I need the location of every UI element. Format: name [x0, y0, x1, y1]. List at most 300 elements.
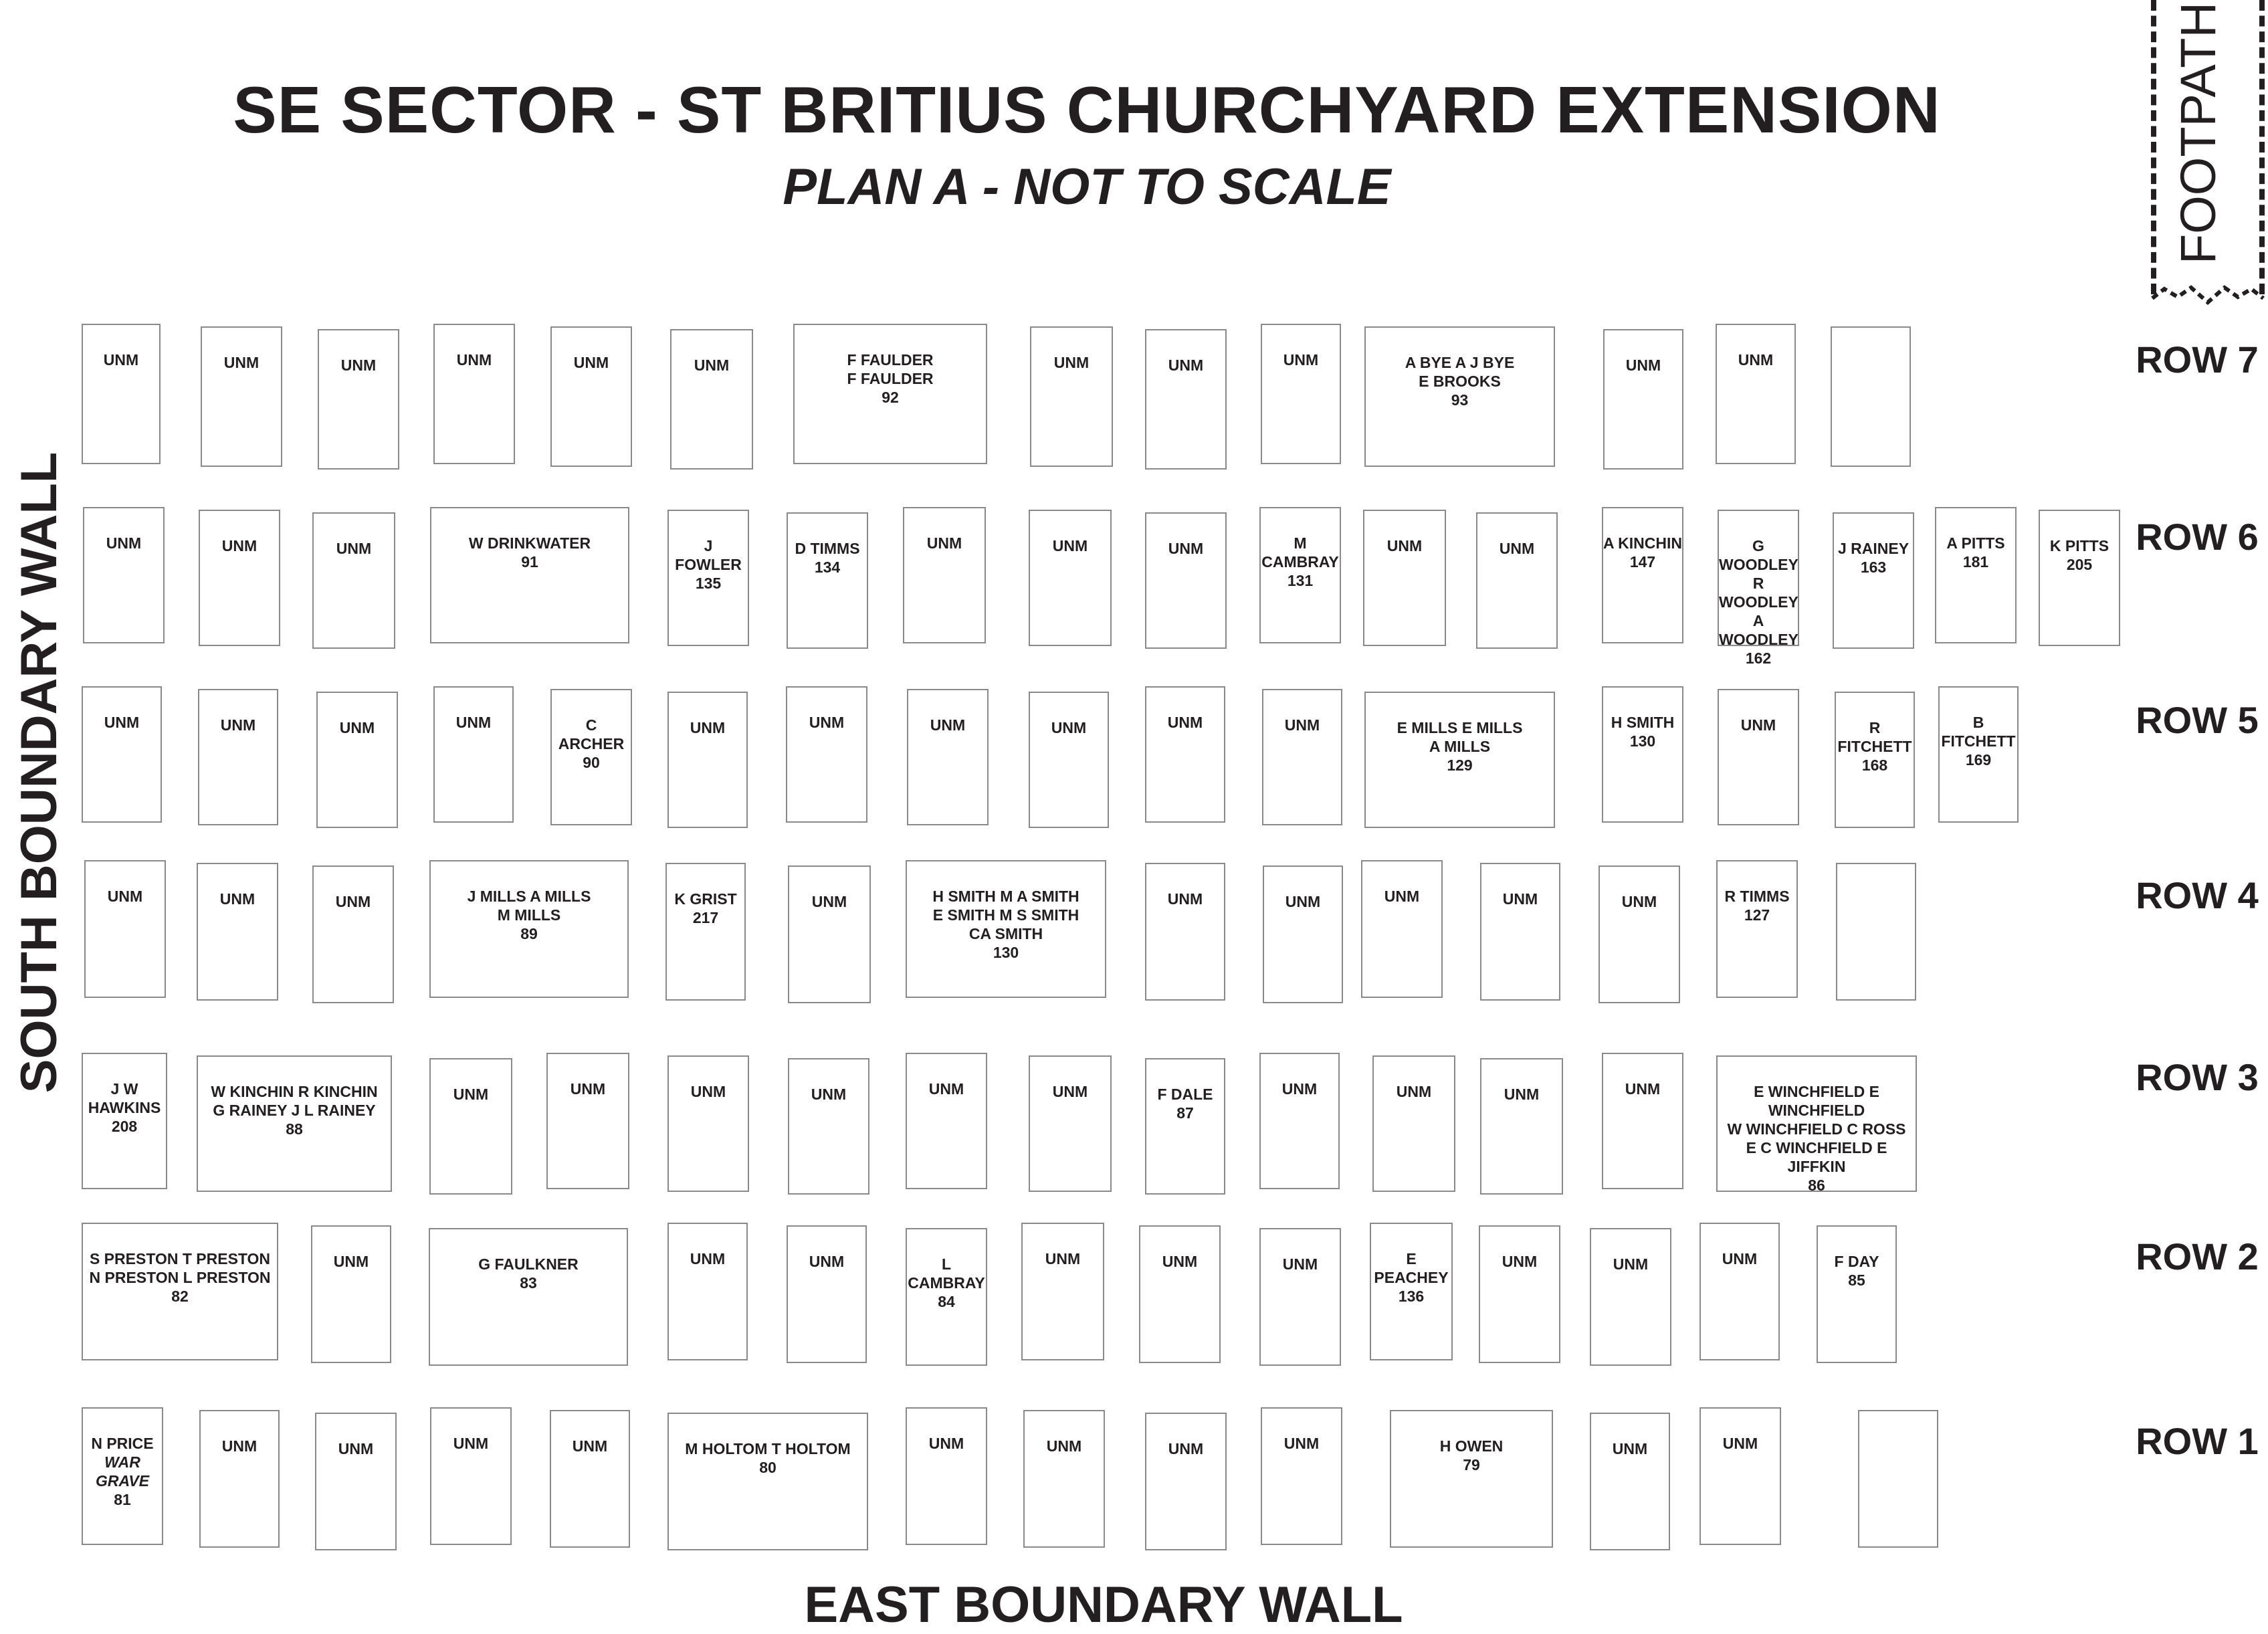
plot-text-line: UNM [1285, 893, 1321, 910]
grave-plot[interactable] [787, 512, 868, 649]
plot-text-line: UNM [456, 351, 492, 369]
plot-inscription [904, 534, 985, 552]
grave-plot[interactable] [318, 329, 399, 470]
plot-inscription [314, 892, 393, 911]
plot-text-line: UNM [572, 1437, 608, 1455]
grave-plot[interactable] [906, 860, 1106, 998]
plot-text-line: UNM [573, 354, 609, 371]
plot-text-line: UNM [690, 1083, 726, 1100]
plot-text-line: W KINCHIN R KINCHIN [211, 1083, 378, 1100]
plot-text-line: 81 [114, 1491, 131, 1508]
grave-plot[interactable] [906, 1407, 987, 1545]
plot-inscription [1140, 1252, 1219, 1271]
plot-text-line: A WOODLEY [1719, 612, 1798, 648]
plot-text-line: N PRESTON L PRESTON [89, 1269, 271, 1286]
grave-plot[interactable] [667, 1223, 748, 1360]
plot-inscription [1701, 1249, 1778, 1268]
grave-plot[interactable] [667, 1413, 868, 1550]
plot-text-line: M HOLTOM T HOLTOM [685, 1440, 851, 1457]
plot-text-line: WAR GRAVE [95, 1453, 150, 1490]
grave-plot[interactable] [903, 507, 986, 643]
plot-text-line: 130 [993, 944, 1019, 961]
grave-plot[interactable] [1716, 860, 1798, 998]
plot-text-line: F FAULDER [847, 370, 934, 387]
grave-plot[interactable] [197, 1055, 392, 1192]
grave-plot[interactable] [1029, 692, 1109, 828]
grave-plot[interactable] [199, 1410, 280, 1548]
plot-text-line: UNM [930, 716, 966, 734]
plot-text-line: E MILLS E MILLS [1397, 719, 1523, 736]
grave-plot[interactable] [82, 1407, 163, 1545]
grave-plot[interactable] [1938, 686, 2019, 823]
plot-inscription [551, 1437, 629, 1455]
plot-inscription [83, 1249, 277, 1306]
plot-text-line: UNM [1722, 1250, 1758, 1267]
grave-plot[interactable] [1029, 510, 1112, 646]
grave-plot[interactable] [1602, 1053, 1683, 1189]
plot-inscription [1261, 1255, 1340, 1273]
grave-plot[interactable] [1261, 1407, 1342, 1545]
grave-plot[interactable] [906, 1228, 987, 1366]
grave-plot[interactable] [907, 689, 989, 825]
plot-inscription [672, 356, 752, 375]
grave-plot[interactable] [199, 510, 280, 646]
plot-inscription [1262, 350, 1340, 369]
plot-inscription [319, 356, 398, 375]
plot-inscription [795, 350, 986, 407]
grave-plot[interactable] [1145, 1058, 1225, 1195]
plot-inscription [1366, 718, 1554, 775]
plot-inscription [318, 718, 397, 737]
east-boundary-wall-label: EAST BOUNDARY WALL [804, 1576, 1403, 1633]
plot-inscription [2040, 536, 2119, 574]
grave-plot[interactable] [1363, 510, 1446, 646]
plot-text-line: E WINCHFIELD E WINCHFIELD [1754, 1083, 1879, 1119]
plot-inscription [669, 1082, 748, 1101]
grave-plot[interactable] [1590, 1413, 1670, 1550]
grave-plot[interactable] [1372, 1055, 1455, 1192]
plot-text-line: UNM [928, 1435, 964, 1452]
grave-plot[interactable] [550, 326, 632, 467]
grave-plot[interactable] [197, 863, 278, 1001]
grave-plot[interactable] [1361, 860, 1443, 998]
grave-plot[interactable] [788, 1058, 869, 1195]
plot-text-line: K PITTS [2049, 537, 2109, 554]
grave-plot[interactable] [1835, 692, 1915, 828]
plot-inscription [202, 353, 281, 372]
plot-inscription [1263, 716, 1341, 734]
grave-plot[interactable] [312, 512, 395, 649]
grave-plot[interactable] [312, 865, 394, 1003]
plot-text-line: UNM [104, 714, 140, 731]
grave-plot[interactable] [786, 686, 867, 823]
plot-text-line: UNM [335, 893, 371, 910]
plot-inscription [1031, 353, 1112, 372]
plot-text-line: UNM [690, 1250, 726, 1267]
grave-plot[interactable] [82, 686, 162, 823]
plot-inscription [1477, 539, 1556, 558]
plot-text-line: UNM [1052, 537, 1088, 554]
plot-inscription [431, 534, 628, 571]
plot-text-line: UNM [1283, 351, 1319, 369]
grave-plot[interactable] [1699, 1223, 1780, 1360]
plot-text-line: UNM [811, 893, 847, 910]
grave-plot[interactable] [788, 865, 871, 1003]
grave-plot[interactable] [1145, 512, 1227, 649]
plot-text-line: 135 [695, 575, 722, 592]
grave-plot[interactable] [1145, 863, 1225, 1001]
plot-text-line: 93 [1451, 391, 1469, 409]
plot-text-line: 205 [2066, 556, 2093, 573]
plot-inscription [788, 539, 867, 577]
plot-text-line: 79 [1463, 1456, 1480, 1473]
plot-text-line: 147 [1629, 553, 1656, 571]
grave-plot[interactable] [1139, 1225, 1221, 1363]
plot-text-line: UNM [811, 1086, 847, 1103]
plot-inscription [1262, 1434, 1341, 1453]
grave-plot[interactable] [906, 1053, 987, 1189]
grave-plot[interactable] [550, 689, 632, 825]
plot-text-line: 181 [1962, 553, 1989, 571]
grave-plot[interactable] [1716, 324, 1796, 464]
grave-plot[interactable] [1370, 1223, 1453, 1360]
grave-plot[interactable] [1476, 512, 1558, 649]
plot-inscription [431, 887, 627, 943]
plot-text-line: UNM [339, 719, 375, 736]
plot-text-line: UNM [694, 356, 730, 374]
plot-inscription [201, 1437, 278, 1455]
row-label: ROW 1 [2136, 1420, 2259, 1462]
plot-text-line: G FAULKNER [478, 1255, 579, 1273]
grave-plot[interactable] [1364, 326, 1555, 467]
grave-plot[interactable] [1602, 507, 1683, 643]
plot-inscription [83, 1080, 166, 1136]
grave-plot[interactable] [670, 329, 753, 470]
plot-inscription [669, 536, 748, 593]
grave-plot[interactable] [1602, 686, 1683, 823]
grave-plot[interactable] [1023, 1410, 1105, 1548]
plot-inscription [1366, 353, 1554, 409]
plot-text-line: 90 [583, 754, 600, 771]
plot-text-line: E SMITH M S SMITH [932, 906, 1079, 924]
grave-plot[interactable] [1479, 1225, 1560, 1363]
grave-plot[interactable] [787, 1225, 867, 1363]
plot-inscription [1836, 718, 1914, 775]
plot-text-line: J MILLS A MILLS [467, 888, 591, 905]
plot-inscription [552, 716, 631, 772]
plot-inscription [86, 887, 165, 906]
grave-plot[interactable] [198, 689, 278, 825]
plot-inscription [1030, 536, 1110, 555]
plot-text-line: UNM [928, 1080, 964, 1098]
plot-text-line: UNM [1613, 1255, 1649, 1273]
grave-plot[interactable] [82, 1223, 278, 1360]
plot-inscription [1600, 892, 1679, 911]
grave-plot[interactable] [1263, 865, 1343, 1003]
plot-text-line: A BYE A J BYE [1405, 354, 1515, 371]
plot-text-line: UNM [1051, 719, 1087, 736]
plot-text-line: J FOWLER [675, 537, 742, 573]
plot-text-line: UNM [1722, 1435, 1758, 1452]
plot-inscription [1936, 534, 2015, 571]
plot-inscription [789, 892, 869, 911]
grave-plot[interactable] [1259, 507, 1341, 643]
plot-text-line: UNM [106, 534, 142, 552]
plot-text-line: UNM [1740, 716, 1776, 734]
plot-text-line: UNM [1282, 1255, 1318, 1273]
plot-inscription [312, 1252, 390, 1271]
plot-text-line: UNM [809, 1253, 845, 1270]
grave-plot[interactable] [1145, 329, 1227, 470]
grave-plot[interactable] [667, 1055, 749, 1192]
plot-text-line: 82 [171, 1288, 189, 1305]
grave-plot[interactable] [2039, 510, 2120, 646]
plot-text-line: UNM [453, 1435, 489, 1452]
plot-text-line: UNM [1504, 1086, 1540, 1103]
grave-plot[interactable] [430, 1407, 512, 1545]
grave-plot[interactable] [429, 1058, 512, 1195]
plot-text-line: R FITCHETT [1837, 719, 1912, 755]
plot-text-line: UNM [1168, 356, 1204, 374]
plot-text-line: UNM [1052, 1083, 1088, 1100]
plot-text-line: UNM [1384, 888, 1420, 905]
plot-text-line: F DAY [1834, 1253, 1879, 1270]
grave-plot[interactable] [1145, 1413, 1227, 1550]
grave-plot[interactable] [667, 692, 748, 828]
plot-text-line: UNM [103, 351, 139, 369]
plot-inscription [1480, 1252, 1559, 1271]
plot-inscription [1030, 1082, 1110, 1101]
plot-inscription [1146, 713, 1224, 732]
plot-text-line: 131 [1287, 572, 1314, 589]
plot-inscription [316, 1439, 395, 1458]
grave-plot[interactable] [1021, 1223, 1104, 1360]
grave-plot[interactable] [84, 860, 166, 998]
grave-plot[interactable] [550, 1410, 630, 1548]
plot-text-line: 168 [1861, 756, 1888, 774]
plot-text-line: UNM [1162, 1253, 1198, 1270]
grave-plot[interactable] [1858, 1410, 1938, 1548]
grave-plot[interactable] [1718, 510, 1799, 667]
plot-text-line: CA SMITH [968, 925, 1043, 942]
grave-plot[interactable] [1817, 1225, 1897, 1363]
grave-plot[interactable] [201, 326, 282, 467]
grave-plot[interactable] [1261, 324, 1341, 464]
grave-plot[interactable] [1599, 865, 1680, 1003]
grave-plot[interactable] [1833, 512, 1914, 649]
plot-inscription [1481, 890, 1559, 908]
plot-inscription [430, 1255, 627, 1292]
grave-plot[interactable] [82, 1053, 167, 1189]
plot-inscription [1261, 534, 1340, 590]
plot-inscription [907, 1434, 986, 1453]
grave-plot[interactable] [83, 507, 165, 643]
plot-inscription [1146, 1085, 1224, 1122]
plot-text-line: 85 [1848, 1271, 1865, 1289]
grave-plot[interactable] [316, 692, 398, 828]
plot-inscription [1146, 356, 1225, 375]
plot-text-line: F DALE [1157, 1086, 1213, 1103]
plot-inscription [1591, 1255, 1670, 1273]
plot-text-line: F FAULDER [847, 351, 934, 369]
plot-text-line: R WOODLEY [1719, 575, 1798, 611]
plot-text-line: C ARCHER [558, 716, 625, 752]
plot-text-line: UNM [1612, 1440, 1648, 1457]
grave-plot[interactable] [315, 1413, 397, 1550]
plot-text-line: UNM [1396, 1083, 1432, 1100]
footpath-end-marker [2151, 280, 2265, 306]
plot-text-line: UNM [107, 888, 143, 905]
plot-inscription [435, 713, 512, 732]
plot-text-line: UNM [1738, 351, 1774, 369]
plot-inscription [84, 534, 163, 552]
grave-plot[interactable] [1262, 689, 1342, 825]
plot-inscription [1364, 536, 1445, 555]
plot-text-line: 136 [1398, 1288, 1425, 1305]
grave-plot[interactable] [1145, 686, 1225, 823]
plot-inscription [1818, 1252, 1895, 1290]
grave-plot[interactable] [1716, 1055, 1917, 1192]
plot-inscription [1719, 536, 1798, 668]
plot-text-line: W WINCHFIELD C ROSS [1727, 1120, 1906, 1138]
plot-text-line: 127 [1744, 906, 1770, 924]
plot-inscription [1261, 1080, 1338, 1098]
plot-inscription [435, 350, 514, 369]
plot-text-line: UNM [690, 719, 726, 736]
plot-text-line: UNM [1045, 1250, 1081, 1267]
grave-plot[interactable] [1480, 1058, 1563, 1195]
plot-inscription [1603, 1080, 1682, 1098]
plot-text-line: N PRICE [91, 1435, 154, 1452]
grave-plot[interactable] [1030, 326, 1113, 467]
plot-text-line: A PITTS [1946, 534, 2005, 552]
plot-inscription [1146, 539, 1225, 558]
plot-inscription [1264, 892, 1342, 911]
plot-inscription [1834, 539, 1913, 577]
plot-text-line: G RAINEY J L RAINEY [213, 1102, 376, 1119]
plot-inscription [83, 713, 161, 732]
grave-plot[interactable] [82, 324, 161, 464]
plot-inscription [83, 350, 159, 369]
plot-inscription [198, 1082, 391, 1138]
grave-plot[interactable] [1364, 692, 1555, 828]
plan-title: SE SECTOR - ST BRITIUS CHURCHYARD EXTENSION [233, 73, 1941, 146]
plot-text-line: 84 [938, 1293, 955, 1310]
plot-text-line: J W HAWKINS [88, 1080, 161, 1116]
plot-inscription [1374, 1082, 1454, 1101]
plot-inscription [1605, 356, 1682, 375]
plot-text-line: UNM [220, 716, 256, 734]
grave-plot[interactable] [1590, 1228, 1671, 1366]
grave-plot[interactable] [1480, 863, 1560, 1001]
plot-text-line: UNM [1283, 1435, 1320, 1452]
plot-inscription [787, 713, 866, 732]
plot-inscription [548, 1080, 628, 1098]
grave-plot[interactable] [665, 863, 746, 1001]
plot-inscription [314, 539, 394, 558]
plot-text-line: UNM [1168, 1440, 1204, 1457]
plot-text-line: UNM [453, 1086, 489, 1103]
plot-text-line: H SMITH [1611, 714, 1675, 731]
plot-text-line: 92 [882, 389, 899, 406]
plot-text-line: UNM [1621, 893, 1657, 910]
grave-plot[interactable] [1718, 689, 1799, 825]
plot-inscription [1481, 1085, 1562, 1104]
plot-inscription [907, 1255, 986, 1311]
plot-text-line: UNM [338, 1440, 374, 1457]
plot-text-line: UNM [340, 356, 377, 374]
plot-inscription [669, 718, 746, 737]
grave-plot[interactable] [1935, 507, 2017, 643]
grave-plot[interactable] [1699, 1407, 1781, 1545]
plot-text-line: 130 [1629, 732, 1656, 750]
grave-plot[interactable] [1259, 1053, 1340, 1189]
plot-text-line: UNM [1502, 890, 1538, 908]
plot-text-line: H SMITH M A SMITH [932, 888, 1079, 905]
row-label: ROW 7 [2136, 338, 2259, 381]
grave-plot[interactable] [1390, 1410, 1553, 1548]
south-boundary-wall-label: SOUTH BOUNDARY WALL [11, 451, 68, 1094]
grave-plot[interactable] [793, 324, 987, 464]
plot-inscription [1391, 1437, 1552, 1474]
plot-text-line: UNM [1167, 714, 1203, 731]
row-label: ROW 4 [2136, 874, 2259, 916]
plot-inscription [1701, 1434, 1780, 1453]
plot-text-line: UNM [1499, 540, 1535, 557]
plot-text-line: UNM [1625, 356, 1661, 374]
grave-plot[interactable] [1831, 326, 1911, 467]
grave-plot[interactable] [1259, 1228, 1341, 1366]
grave-plot[interactable] [546, 1053, 629, 1189]
plot-text-line: UNM [1168, 540, 1204, 557]
plot-text-line: 88 [286, 1120, 303, 1138]
grave-plot[interactable] [430, 507, 629, 643]
plot-text-line: B FITCHETT [1941, 714, 2016, 750]
plan-subtitle: PLAN A - NOT TO SCALE [783, 159, 1391, 215]
plot-inscription [1146, 890, 1224, 908]
plot-inscription [1603, 534, 1682, 571]
plot-text-line: UNM [223, 354, 260, 371]
grave-plot[interactable] [433, 324, 515, 464]
plot-text-line: UNM [570, 1080, 606, 1098]
grave-plot[interactable] [433, 686, 514, 823]
grave-plot[interactable] [1603, 329, 1683, 470]
plot-text-line: UNM [455, 714, 492, 731]
row-label: ROW 3 [2136, 1056, 2259, 1098]
plot-text-line: UNM [1502, 1253, 1538, 1270]
plot-text-line: UNM [221, 537, 257, 554]
plot-inscription [667, 890, 744, 927]
grave-plot[interactable] [429, 1228, 628, 1366]
plot-inscription [669, 1249, 746, 1268]
plot-text-line: 208 [111, 1118, 138, 1135]
grave-plot[interactable] [1029, 1055, 1112, 1192]
plot-text-line: UNM [1046, 1437, 1082, 1455]
plot-text-line: J RAINEY [1837, 540, 1910, 557]
plot-text-line: UNM [1284, 716, 1320, 734]
plot-text-line: 87 [1176, 1104, 1194, 1122]
plot-text-line: S PRESTON T PRESTON [89, 1250, 271, 1267]
plot-text-line: UNM [1625, 1080, 1661, 1098]
plot-text-line: 163 [1860, 558, 1887, 576]
grave-plot[interactable] [311, 1225, 391, 1363]
grave-plot[interactable] [429, 860, 629, 998]
plot-inscription [788, 1252, 865, 1271]
grave-plot[interactable] [667, 510, 749, 646]
plot-text-line: UNM [336, 540, 372, 557]
plot-text-line: M CAMBRAY [1261, 534, 1339, 571]
grave-plot[interactable] [1836, 863, 1916, 1001]
